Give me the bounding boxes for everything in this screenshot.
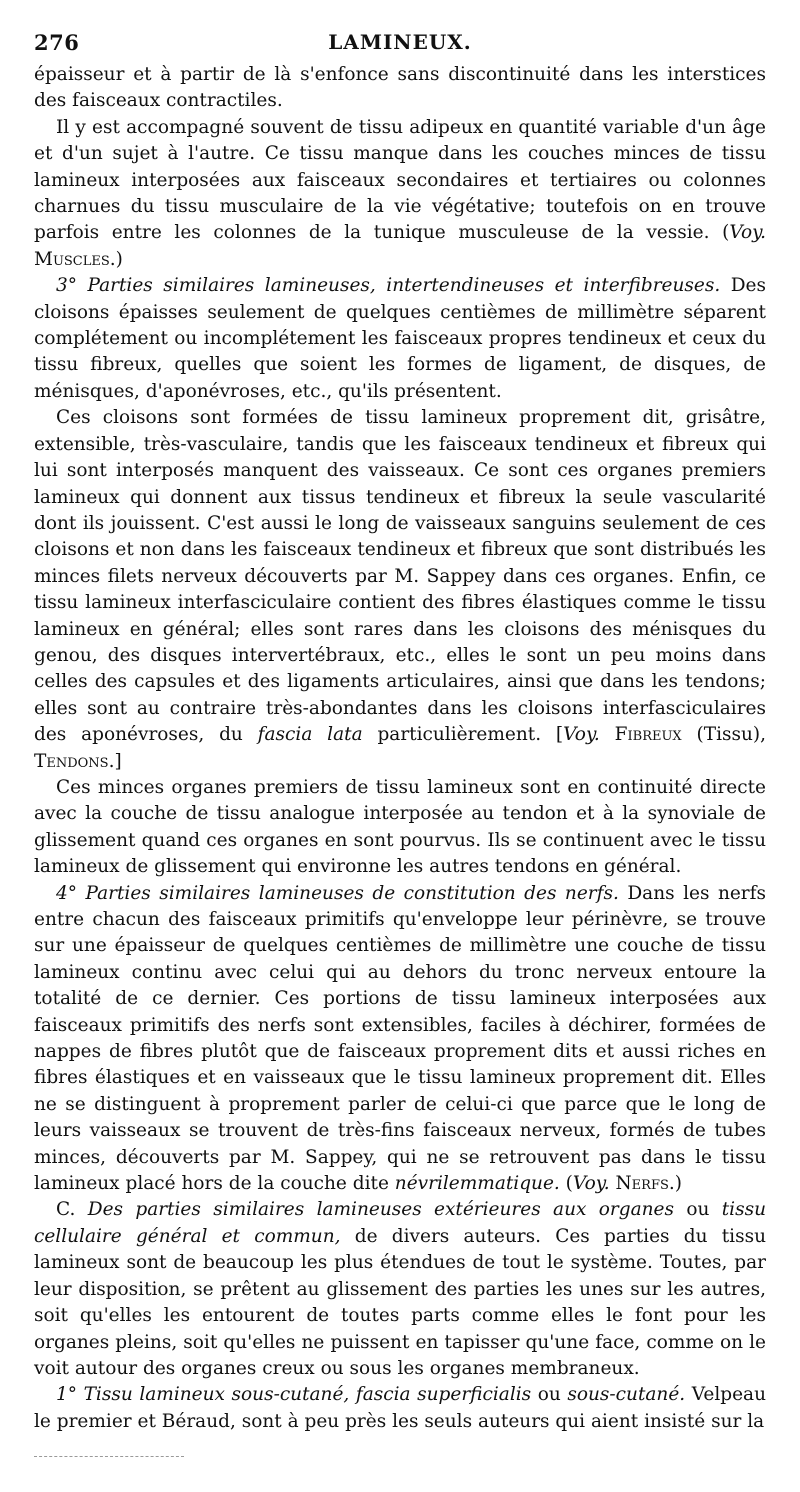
small-caps-run: Muscles	[34, 248, 110, 270]
italic-run: Voy.	[572, 1173, 610, 1195]
text-run: ou	[531, 1384, 568, 1406]
text-run: .]	[108, 750, 122, 772]
text-run: .)	[668, 1173, 682, 1195]
text-run: particulièrement. [	[362, 724, 564, 746]
text-run: Il y est accompagné souvent de tissu adipeux en quantité variable d'un âge et d'un sujet à l'autre. Ce tissu manque dans les couches minces de tissu lamineux interposées aux faisceaux secondaires et tertiaires ou colonnes charnues du tissu musculaire de la vie végétative; toutefois on en trouve parfois entre les colonnes de la tunique musculeuse de la vessie. (	[34, 116, 766, 244]
text-run	[600, 724, 615, 745]
text-run: de divers auteurs. Ces parties du tissu lamineux sont de beaucoup les plus étendues de tout le système. Toutes, par leur disposition, se prêtent au glissement des parties les unes sur les autres, soit qu'elles les entourent de toutes parts comme elles le font pour les organes pleins, soit qu'elles ne puissent en tapisser qu'une face, comme on le voit autour des organes creux ou sous les organes membraneux.	[34, 1225, 766, 1379]
paragraph-2	[34, 115, 766, 273]
italic-run: Voy.	[729, 222, 766, 244]
italic-run: Voy.	[563, 724, 600, 746]
text-run: (Tissu),	[681, 724, 766, 746]
text-run: Ces cloisons sont formées de tissu lamineux proprement dit, grisâtre, extensible, très-vasculaire, tandis que les faisceaux tendineux et fibreux qui lui sont interposés manquent des vaisseaux. Ce sont ces organes premiers lamineux qui donnent aux tissus tendineux et fibreux la seule vascularité dont ils jouissent. C'est aussi le long de vaisseaux sanguins seulement de ces cloisons et non dans les faisceaux tendineux et fibreux que sont distribués les minces filets nerveux découverts par M. Sappey dans ces organes. Enfin, ce tissu lamineux interfasciculaire contient des fibres élastiques comme le tissu lamineux en général; elles sont rares dans les cloisons des ménisques du genou, des disques intervertébraux, etc., elles le sont un peu moins dans celles des capsules et des ligaments articulaires, ainsi que dans les tendons; elles sont au contraire très-abondantes dans les cloisons interfasciculaires des aponévroses, du	[34, 407, 766, 746]
paragraph-1	[34, 62, 766, 115]
small-caps-run: Nerfs	[615, 1173, 669, 1195]
text-run: C.	[56, 1199, 88, 1221]
small-caps-run: Tendons	[34, 750, 109, 772]
italic-run: tissu cellulaire général et commun,	[34, 1199, 766, 1247]
italic-run: Des parties similaires lamineuses extérieures aux organes	[87, 1199, 674, 1221]
paragraph-8	[34, 1382, 766, 1435]
small-caps-run: Fibreux	[614, 724, 682, 746]
text-run: .)	[109, 248, 123, 270]
text-run: (	[559, 1173, 573, 1195]
italic-run: 3° Parties similaires lamineuses, intertendineuses et interfibreuses.	[56, 275, 721, 297]
text-run: Des cloisons épaisses seulement de quelques centièmes de millimètre séparent complétement ou incomplétement les faisceaux propres tendineux et ceux du tissu fibreux, quelles que soient les formes de ligament, de disques, de ménisques, d'aponévroses, etc., qu'ils présentent.	[34, 275, 766, 402]
paragraph-4	[34, 405, 766, 775]
footnote-rule	[34, 1456, 184, 1457]
paragraph-6	[34, 881, 766, 1198]
running-title: LAMINEUX.	[328, 30, 472, 54]
italic-run: sous-cutané.	[567, 1384, 686, 1406]
text-run: Ces minces organes premiers de tissu lamineux sont en continuité directe avec la couche de tissu analogue interposée au tendon et à la synoviale de glissement quand ces organes en sont pourvus. Ils se continuent avec le tissu lamineux de glissement qui environne les autres tendons en général.	[34, 776, 766, 878]
page-number: 276	[34, 30, 80, 55]
italic-run: 1° Tissu lamineux sous-cutané, fascia superficialis	[56, 1384, 532, 1406]
paragraph-3	[34, 273, 766, 405]
running-head	[34, 30, 766, 58]
italic-run: 4° Parties similaires lamineuses de constitution des nerfs.	[56, 882, 619, 904]
paragraph-5	[34, 775, 766, 881]
text-run: épaisseur et à partir de là s'enfonce sans discontinuité dans les interstices des faisceaux contractiles.	[34, 64, 766, 112]
text-run: ou	[673, 1199, 722, 1221]
text-run: Dans les nerfs entre chacun des faisceaux primitifs qu'enveloppe leur périnèvre, se trouve sur une épaisseur de quelques centièmes de millimètre une couche de tissu lamineux continu avec celui qui au dehors du tronc nerveux entoure la totalité de ce dernier. Ces portions de tissu lamineux interposées aux faisceaux primitifs des nerfs sont extensibles, faciles à déchirer, formées de nappes de fibres plutôt que de faisceaux proprement dits et aussi riches en fibres élastiques et en vaisseaux que le tissu lamineux proprement dit. Elles ne se distinguent à proprement parler de celui-ci que parce que le long de leurs vaisseaux se trouvent de très-fins faisceaux nerveux, formés de tubes minces, découverts par M. Sappey, qui ne se retrouvent pas dans le tissu lamineux placé hors de la couche dite	[34, 882, 766, 1195]
body-text	[34, 62, 766, 1435]
italic-run: fascia lata	[257, 724, 363, 746]
paragraph-7	[34, 1197, 766, 1382]
italic-run: névrilemmatique.	[394, 1173, 560, 1195]
text-run: Velpeau le premier et Béraud, sont à peu près les seuls auteurs qui aient insisté sur la	[34, 1384, 766, 1432]
